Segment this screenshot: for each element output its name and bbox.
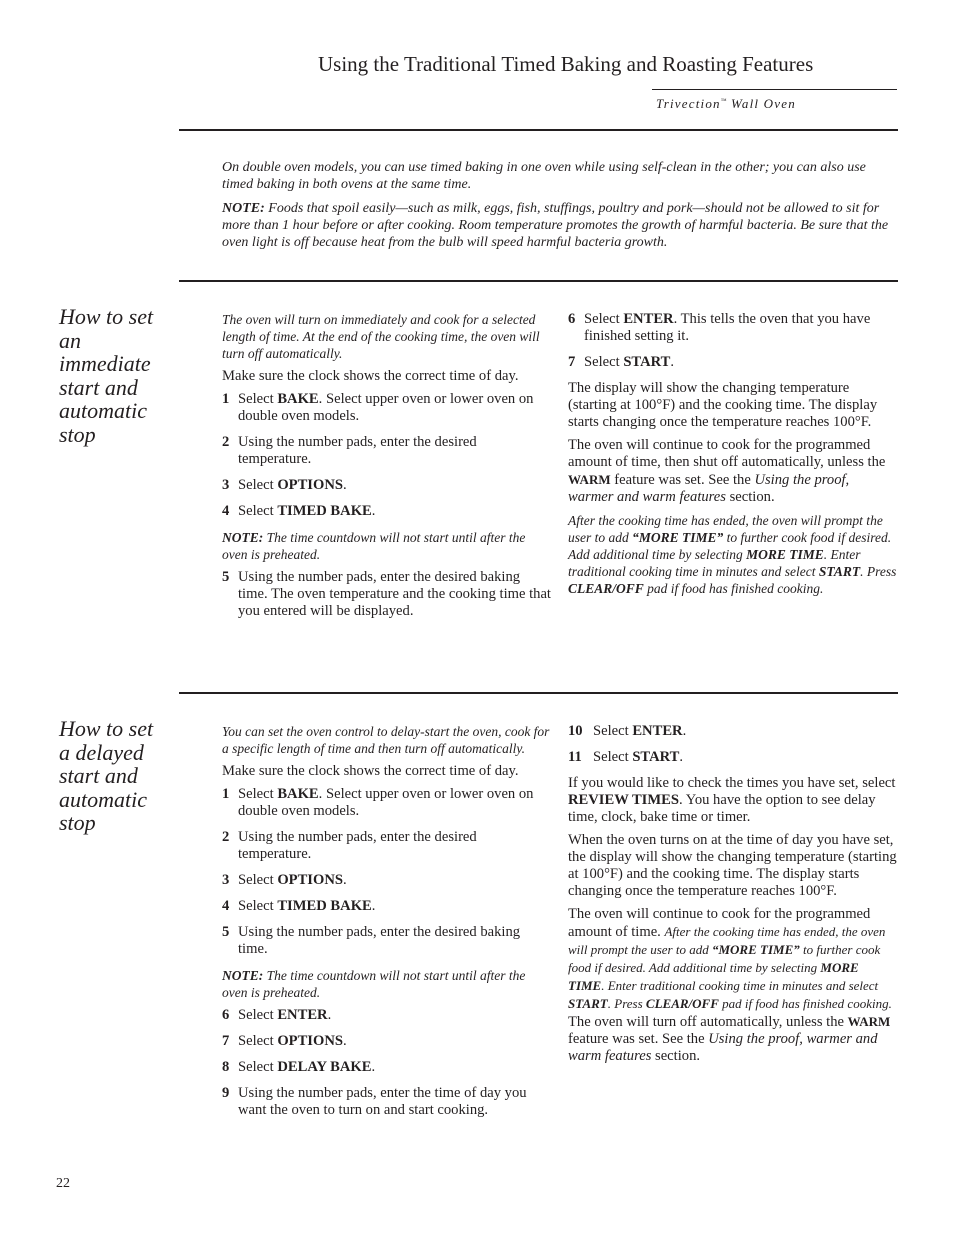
- section-divider: [179, 280, 898, 282]
- step-item: [222, 1033, 552, 1050]
- step-number: 2: [222, 434, 230, 450]
- paragraph-text: section.: [725, 489, 775, 505]
- paragraph-text: feature was set. See the: [568, 1031, 709, 1047]
- step-item: [222, 434, 552, 468]
- more-time-key: “MORE TIME”: [711, 942, 800, 957]
- step-key: OPTIONS: [277, 477, 343, 493]
- step-item: [568, 723, 898, 740]
- step-number: 1: [222, 391, 230, 407]
- note-text: The time countdown will not start until after the oven is preheated.: [222, 968, 526, 1000]
- clock-instruction: Make sure the clock shows the correct time of day.: [222, 368, 519, 384]
- step-item: [222, 1085, 552, 1119]
- step-text: Select: [593, 723, 633, 739]
- trademark-mark: ™: [720, 98, 727, 105]
- step-text: Select: [238, 1059, 278, 1075]
- step-item: [568, 749, 898, 766]
- step-number: 7: [568, 354, 576, 370]
- step-text: Select: [238, 1007, 278, 1023]
- step-text: .: [343, 477, 347, 493]
- step-text: . Select upper oven or lower oven on double oven models.: [238, 786, 534, 819]
- step-key: TIMED BAKE: [277, 503, 372, 519]
- clock-instruction: Make sure the clock shows the correct time of day.: [222, 763, 519, 779]
- step-number: 1: [222, 786, 230, 802]
- step-text: Select: [584, 354, 624, 370]
- step-number: 4: [222, 503, 230, 519]
- step-number: 6: [222, 1007, 230, 1023]
- step-number: 3: [222, 872, 230, 888]
- section1-left-column: [222, 311, 552, 629]
- paragraph-text: to further cook food if desired. Add additional time by selecting: [568, 530, 892, 562]
- product-subtitle: [656, 96, 796, 112]
- more-time-key: MORE TIME: [568, 960, 859, 993]
- section-divider: [179, 692, 898, 694]
- step-text: Select: [584, 311, 624, 327]
- paragraph-text: The oven will continue to cook for the programmed amount of time, then shut off automatically, unless the: [568, 437, 886, 470]
- step-key: START: [632, 749, 680, 765]
- subtitle-rest: Wall Oven: [726, 96, 796, 111]
- intro-block: [222, 159, 898, 258]
- section2-right-column: [568, 723, 898, 1071]
- section-heading-delayed: How to set a delayed start and automatic stop: [59, 716, 154, 835]
- step-item: [222, 1007, 552, 1024]
- step-text: Using the number pads, enter the desired baking time. The oven temperature and the cooking time that you entered will be displayed.: [238, 569, 551, 619]
- step-text: Select: [238, 872, 278, 888]
- page-number: 22: [56, 1176, 70, 1191]
- section-reference: Using the proof, warmer and warm features: [568, 1031, 878, 1064]
- when-paragraph: When the oven turns on at the time of day you have set, the display will show the changing temperature (starting at 100°F) and the cooking time. The display starts changing once the temperature reaches 100°F.: [568, 832, 897, 899]
- section1-right-column: [568, 311, 898, 603]
- intro-paragraph: On double oven models, you can use timed baking in one oven while using self-clean in the other; you can also use timed baking in both ovens at the same time.: [222, 160, 866, 192]
- step-text: .: [670, 354, 675, 370]
- paragraph-text: . You have the option to see delay time, clock, bake time or timer.: [568, 792, 876, 825]
- paragraph-text: After the cooking time has ended, the oven will prompt the user to add: [568, 513, 883, 545]
- step-text: Using the number pads, enter the desired baking time.: [238, 924, 521, 957]
- paragraph-text: pad if food has finished cooking.: [718, 996, 892, 1011]
- step-text: . Select upper oven or lower oven on double oven models.: [238, 391, 534, 424]
- note-text: Foods that spoil easily—such as milk, eggs, fish, stuffings, poultry and pork—should not be allowed to sit for more than 1 hour before or after cooking. Room temperature promotes the growth of harmful bacteria. Be sure that the oven light is off because heat from the bulb will speed harmful bacteria growth.: [222, 201, 889, 250]
- step-number: 8: [222, 1059, 230, 1075]
- step-text: Select: [238, 477, 278, 493]
- start-key: START: [818, 564, 861, 579]
- step-key: TIMED BAKE: [277, 898, 372, 914]
- note-label: NOTE:: [222, 530, 264, 545]
- paragraph-text: to further cook food if desired. Add additional time by selecting: [568, 942, 881, 975]
- start-key: START: [568, 996, 608, 1011]
- step-key: BAKE: [277, 786, 319, 802]
- step-text: .: [371, 1059, 376, 1075]
- paragraph-text: The oven will turn off automatically, unless the: [568, 1014, 848, 1030]
- section-lead: The oven will turn on immediately and cook for a selected length of time. At the end of the cooking time, the oven will turn off automatically.: [222, 312, 540, 361]
- step-number: 9: [222, 1085, 230, 1101]
- step-note: [222, 967, 552, 1001]
- step-key: START: [623, 354, 671, 370]
- step-item: [222, 829, 552, 863]
- warm-key: WARM: [568, 472, 611, 487]
- step-item: [222, 503, 552, 520]
- step-text: .: [371, 503, 376, 519]
- section-heading-immediate: How to set an immediate start and automatic stop: [59, 304, 154, 447]
- warm-key: WARM: [847, 1014, 891, 1029]
- step-key: OPTIONS: [277, 1033, 343, 1049]
- section-lead: You can set the oven control to delay-start the oven, cook for a specific length of time and then turn off automatically.: [222, 724, 550, 756]
- step-number: 3: [222, 477, 230, 493]
- step-number: 6: [568, 311, 576, 327]
- step-text: Using the number pads, enter the desired temperature.: [238, 434, 477, 467]
- step-text: .: [343, 872, 347, 888]
- paragraph-text: . Enter traditional cooking time in minutes and select: [568, 547, 861, 579]
- step-text: .: [327, 1007, 332, 1023]
- step-number: 11: [568, 749, 582, 765]
- step-text: .: [682, 723, 687, 739]
- step-text: Select: [238, 786, 278, 802]
- page-title: Using the Traditional Timed Baking and Roasting Features: [318, 52, 814, 76]
- step-text: Using the number pads, enter the desired temperature.: [238, 829, 477, 862]
- step-text: Using the number pads, enter the time of day you want the oven to turn on and start cooking.: [238, 1085, 527, 1118]
- display-paragraph: The display will show the changing temperature (starting at 100°F) and the cooking time. The display starts changing once the temperature reaches 100°F.: [568, 380, 878, 430]
- step-key: ENTER: [277, 1007, 328, 1023]
- paragraph-text: After the cooking time has ended, the oven will prompt the user to add: [568, 924, 886, 957]
- step-item: [222, 898, 552, 915]
- step-item: [222, 477, 552, 494]
- step-number: 5: [222, 569, 230, 585]
- step-text: Select: [238, 391, 278, 407]
- section2-left-column: [222, 723, 552, 1128]
- more-time-paragraph: [568, 512, 898, 597]
- step-text: Select: [238, 503, 278, 519]
- paragraph-text: . Press: [607, 996, 646, 1011]
- section-divider: [179, 129, 898, 131]
- paragraph-text: If you would like to check the times you have set, select: [568, 775, 896, 791]
- paragraph-text: pad if food has finished cooking.: [643, 581, 824, 596]
- paragraph-text: feature was set. See the: [610, 472, 755, 488]
- step-item: [568, 354, 898, 371]
- step-key: BAKE: [277, 391, 319, 407]
- step-item: [222, 924, 552, 958]
- step-item: [222, 786, 552, 820]
- continue-paragraph: [568, 437, 898, 506]
- note-text: The time countdown will not start until after the oven is preheated.: [222, 530, 526, 562]
- step-item: [222, 872, 552, 889]
- note-label: NOTE:: [222, 201, 265, 216]
- step-number: 7: [222, 1033, 230, 1049]
- clear-off-key: CLEAR/OFF: [568, 581, 644, 596]
- step-note: [222, 529, 552, 563]
- step-text: Select: [238, 1033, 278, 1049]
- intro-note: [222, 200, 898, 251]
- step-number: 2: [222, 829, 230, 845]
- step-text: . This tells the oven that you have finished setting it.: [584, 311, 871, 344]
- step-key: ENTER: [623, 311, 674, 327]
- more-time-key: “MORE TIME”: [632, 530, 724, 545]
- step-text: .: [371, 898, 376, 914]
- step-number: 5: [222, 924, 230, 940]
- step-text: .: [343, 1033, 347, 1049]
- step-item: [222, 569, 552, 620]
- subtitle-rule: [652, 89, 897, 90]
- paragraph-text: The oven will continue to cook for the programmed amount of time.: [568, 906, 871, 940]
- step-item: [222, 1059, 552, 1076]
- continue-paragraph: [568, 906, 898, 1065]
- step-key: OPTIONS: [277, 872, 343, 888]
- step-text: .: [679, 749, 684, 765]
- note-label: NOTE:: [222, 968, 264, 983]
- section-reference: Using the proof, warmer and warm features: [568, 472, 850, 505]
- step-text: Select: [238, 898, 278, 914]
- clear-off-key: CLEAR/OFF: [645, 996, 719, 1011]
- paragraph-text: section.: [651, 1048, 701, 1064]
- subtitle-brand: Trivection: [656, 96, 721, 111]
- paragraph-text: . Enter traditional cooking time in minutes and select: [601, 978, 879, 993]
- step-number: 4: [222, 898, 230, 914]
- step-item: [568, 311, 898, 345]
- step-item: [222, 391, 552, 425]
- review-times-key: REVIEW TIMES: [568, 792, 679, 808]
- more-time-key: MORE TIME: [746, 547, 824, 562]
- step-number: 10: [568, 723, 583, 739]
- step-text: Select: [593, 749, 633, 765]
- review-paragraph: [568, 775, 898, 826]
- step-key: ENTER: [632, 723, 683, 739]
- paragraph-text: . Press: [860, 564, 897, 579]
- step-key: DELAY BAKE: [277, 1059, 372, 1075]
